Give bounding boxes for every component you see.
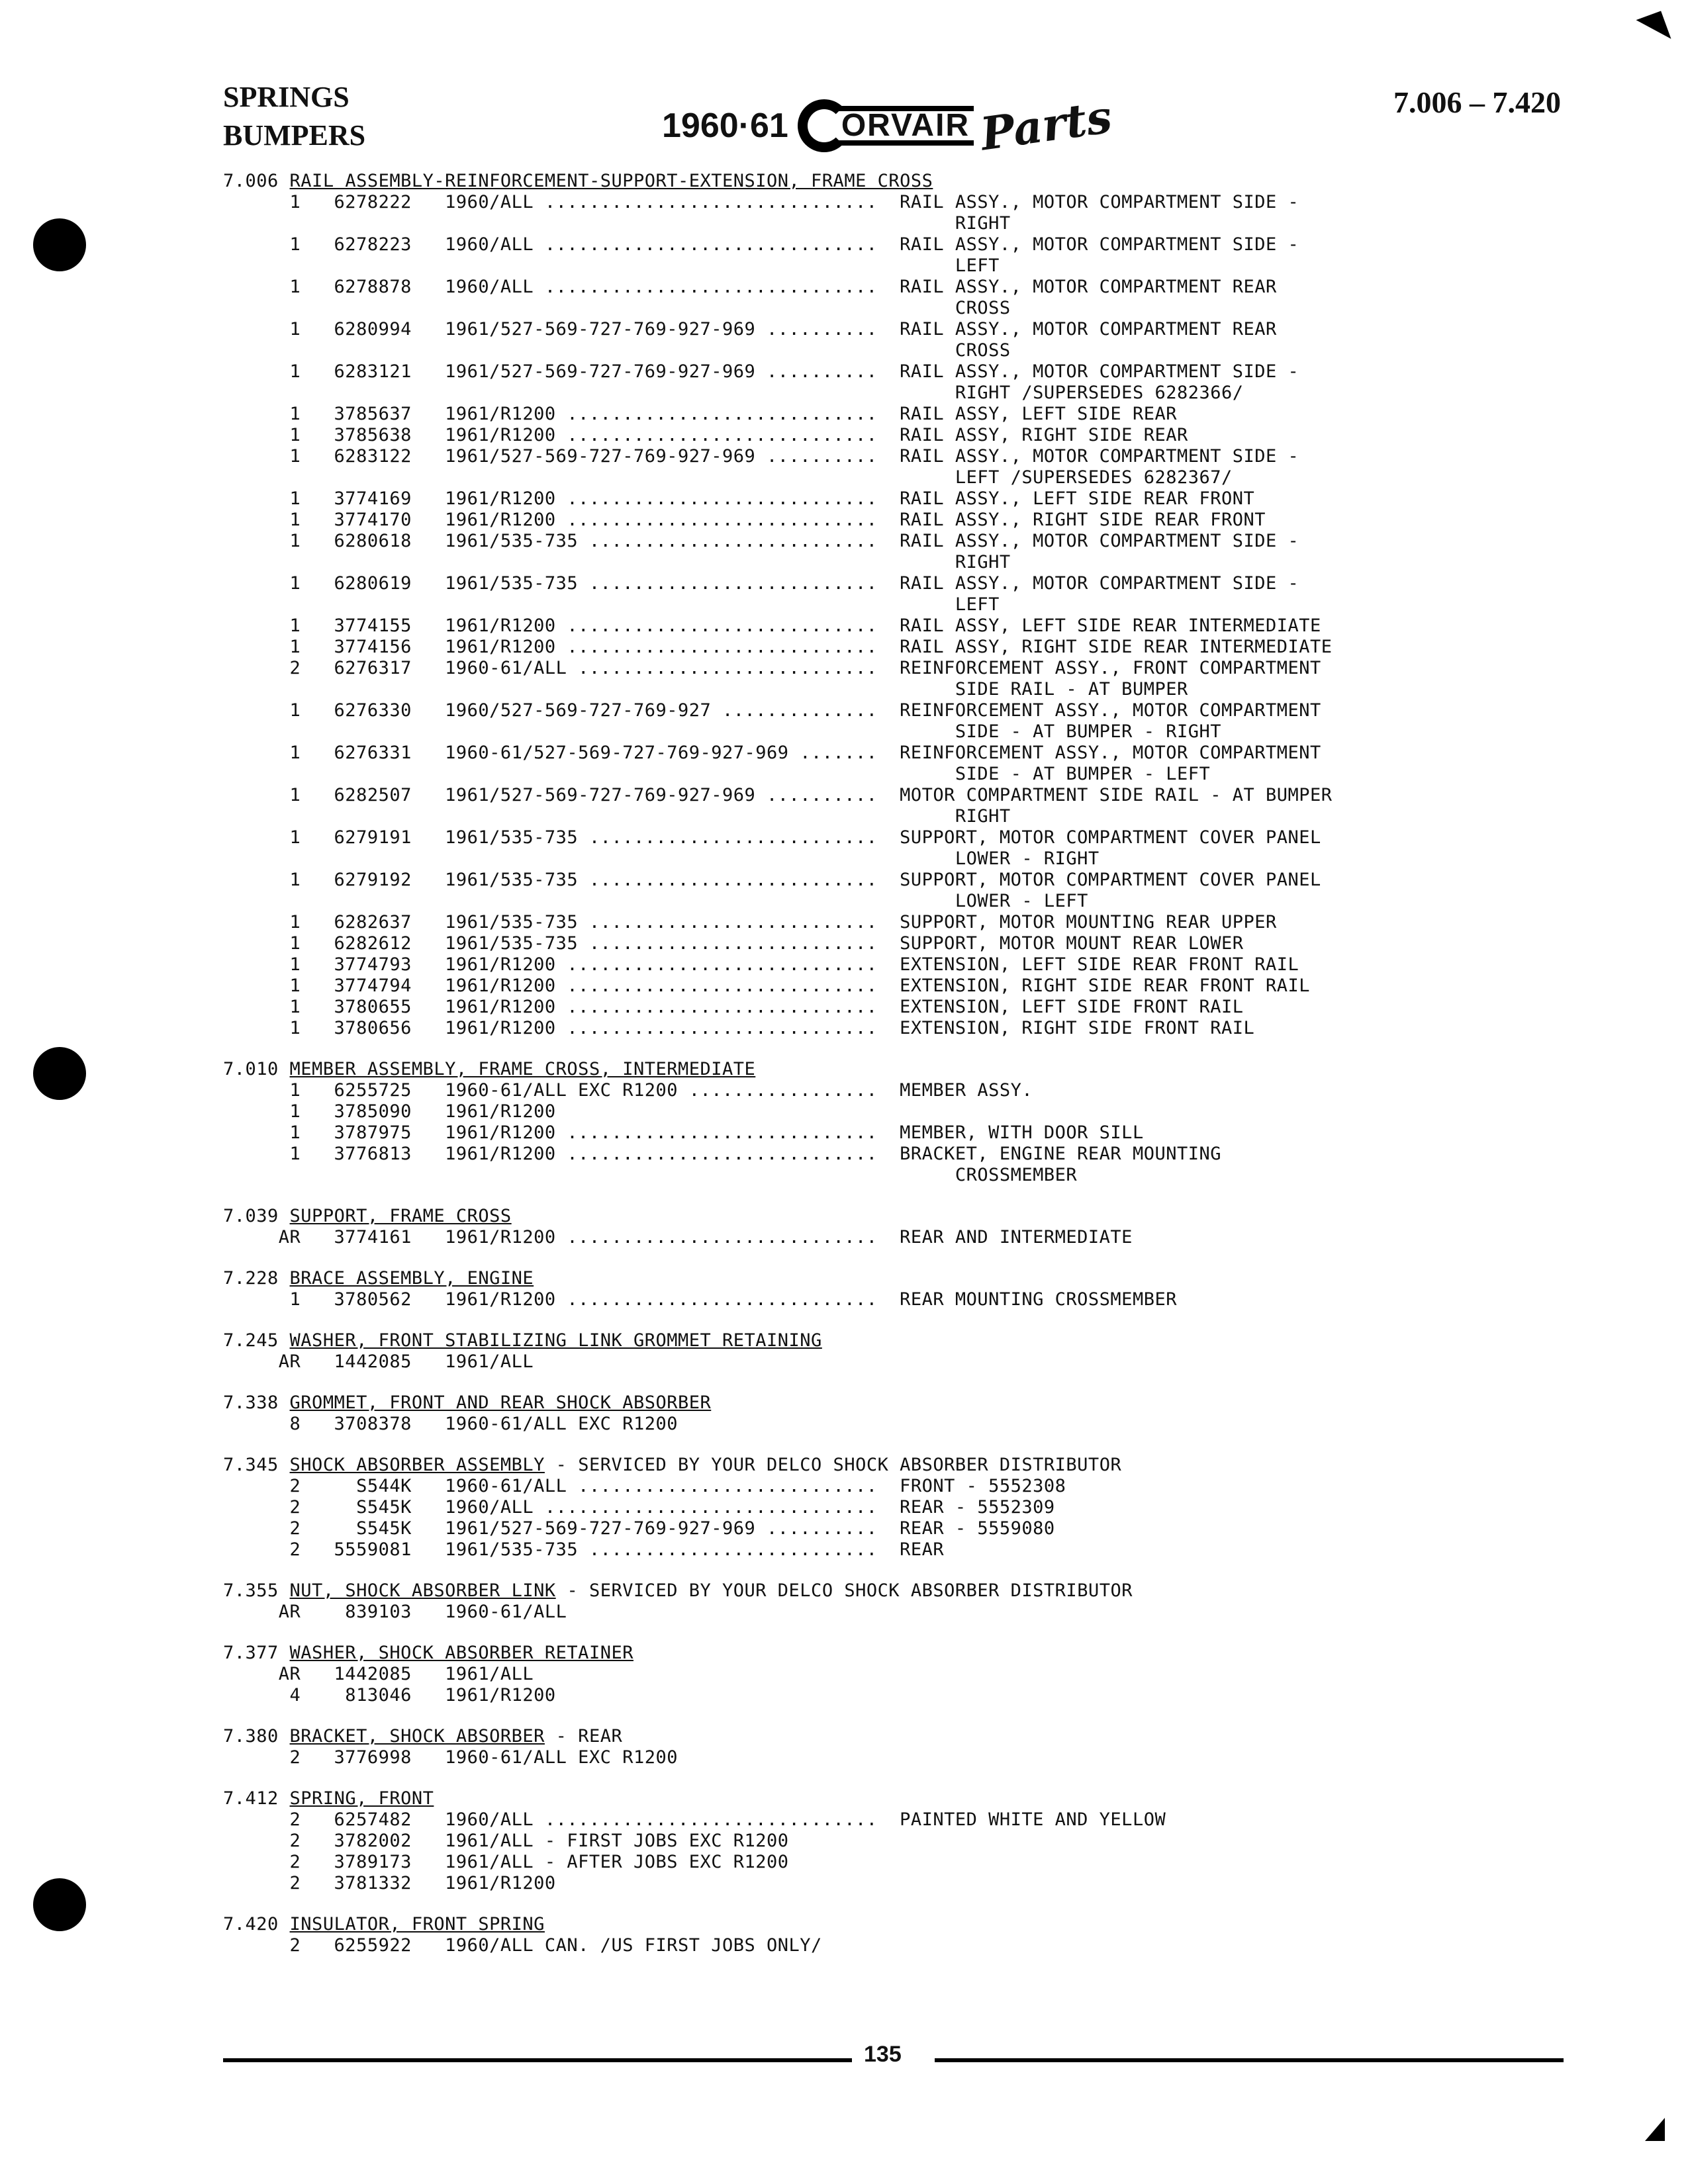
part-row: LOWER - RIGHT [223, 848, 1100, 869]
corvair-parts-logo [662, 90, 1115, 161]
part-row: 2 3789173 1961/ALL - AFTER JOBS EXC R1200 [223, 1852, 789, 1872]
group-name: MEMBER ASSEMBLY, FRAME CROSS, INTERMEDIATE [289, 1059, 756, 1079]
part-row: 1 6278223 1960/ALL .............................. RAIL ASSY., MOTOR COMPARTMENT SIDE - [223, 234, 1299, 255]
group-title [223, 1330, 1333, 1351]
group-name: RAIL ASSEMBLY-REINFORCEMENT-SUPPORT-EXTENSION, FRAME CROSS [289, 171, 933, 191]
section-gap [223, 1310, 1333, 1330]
logo-year: 1960·61 [662, 107, 788, 145]
heading-springs: SPRINGS [223, 81, 350, 113]
group-section [223, 1268, 1333, 1310]
footer-rule-right [935, 2058, 1564, 2062]
part-row: AR 1442085 1961/ALL [223, 1664, 534, 1684]
page-range: 7.006 – 7.420 [1393, 85, 1561, 119]
section-gap [223, 1248, 1333, 1268]
part-row: 1 6280994 1961/527-569-727-769-927-969 .......... RAIL ASSY., MOTOR COMPARTMENT REAR [223, 319, 1277, 340]
part-row: 1 3774793 1961/R1200 ............................ EXTENSION, LEFT SIDE REAR FRONT RAIL [223, 954, 1299, 975]
group-section [223, 1206, 1333, 1248]
section-gap [223, 1623, 1333, 1643]
section-gap [223, 1561, 1333, 1580]
group-title [223, 1643, 1333, 1664]
part-row: 1 3787975 1961/R1200 ............................ MEMBER, WITH DOOR SILL [223, 1122, 1144, 1143]
part-row: SIDE - AT BUMPER - RIGHT [223, 721, 1221, 742]
part-row: 1 3776813 1961/R1200 ............................ BRACKET, ENGINE REAR MOUNTING [223, 1144, 1221, 1164]
group-number: 7.010 [223, 1059, 290, 1079]
section-heading [223, 78, 365, 155]
part-row: AR 839103 1960-61/ALL [223, 1602, 567, 1622]
group-title [223, 1726, 1333, 1747]
part-row: 2 3781332 1961/R1200 [223, 1873, 556, 1893]
part-row: 2 S544K 1960-61/ALL ........................... FRONT - 5552308 [223, 1476, 1066, 1496]
group-number: 7.380 [223, 1726, 290, 1747]
part-row: 8 3708378 1960-61/ALL EXC R1200 [223, 1414, 678, 1434]
part-row: 1 3785637 1961/R1200 ............................ RAIL ASSY, LEFT SIDE REAR [223, 404, 1177, 424]
group-section [223, 1059, 1333, 1186]
part-row: 1 6283121 1961/527-569-727-769-927-969 .......... RAIL ASSY., MOTOR COMPARTMENT SIDE - [223, 361, 1299, 382]
part-row: 1 6279191 1961/535-735 .......................... SUPPORT, MOTOR COMPARTMENT COVER PANEL [223, 827, 1321, 848]
group-number: 7.228 [223, 1268, 290, 1289]
punch-hole-bottom [33, 1878, 86, 1931]
group-number: 7.345 [223, 1455, 290, 1475]
part-row: CROSS [223, 298, 1011, 318]
part-row: 1 3774170 1961/R1200 ............................ RAIL ASSY., RIGHT SIDE REAR FRONT [223, 510, 1266, 530]
group-note: - SERVICED BY YOUR DELCO SHOCK ABSORBER DISTRIBUTOR [555, 1580, 1133, 1601]
group-note: - SERVICED BY YOUR DELCO SHOCK ABSORBER DISTRIBUTOR [544, 1455, 1122, 1475]
part-row: 1 3774156 1961/R1200 ............................ RAIL ASSY, RIGHT SIDE REAR INTERMEDIATE [223, 637, 1333, 657]
group-section [223, 1455, 1333, 1561]
part-row: 1 6280618 1961/535-735 .......................... RAIL ASSY., MOTOR COMPARTMENT SIDE - [223, 531, 1299, 551]
part-row: 2 6257482 1960/ALL .............................. PAINTED WHITE AND YELLOW [223, 1809, 1166, 1830]
section-gap [223, 1768, 1333, 1788]
part-row: 2 3782002 1961/ALL - FIRST JOBS EXC R1200 [223, 1831, 789, 1851]
section-gap [223, 1039, 1333, 1059]
part-row: SIDE RAIL - AT BUMPER [223, 679, 1188, 700]
part-row: 1 6282612 1961/535-735 .......................... SUPPORT, MOTOR MOUNT REAR LOWER [223, 933, 1244, 954]
group-number: 7.377 [223, 1643, 290, 1663]
part-row: RIGHT [223, 806, 1011, 827]
heading-bumpers: BUMPERS [223, 119, 366, 152]
footer-rule-left [223, 2058, 852, 2062]
group-title [223, 1268, 1333, 1289]
group-title [223, 1580, 1333, 1602]
group-name: WASHER, FRONT STABILIZING LINK GROMMET RETAINING [289, 1330, 822, 1351]
part-row: 1 6279192 1961/535-735 .......................... SUPPORT, MOTOR COMPARTMENT COVER PANEL [223, 870, 1321, 890]
group-section [223, 1788, 1333, 1894]
group-title [223, 1788, 1333, 1809]
group-number: 7.420 [223, 1914, 290, 1934]
part-row: 1 3785090 1961/R1200 [223, 1101, 556, 1122]
group-name: SUPPORT, FRAME CROSS [289, 1206, 512, 1226]
section-gap [223, 1894, 1333, 1914]
corner-mark-top-right [1636, 11, 1671, 48]
group-section [223, 1330, 1333, 1373]
group-name: GROMMET, FRONT AND REAR SHOCK ABSORBER [289, 1392, 712, 1413]
group-title [223, 1392, 1333, 1414]
part-row: RIGHT [223, 552, 1011, 572]
parts-listing [223, 171, 1333, 1956]
part-row: 2 6276317 1960-61/ALL ........................... REINFORCEMENT ASSY., FRONT COMPARTMENT [223, 658, 1321, 678]
part-row: 2 S545K 1960/ALL .............................. REAR - 5552309 [223, 1497, 1055, 1518]
part-row: 1 6282637 1961/535-735 .......................... SUPPORT, MOTOR MOUNTING REAR UPPER [223, 912, 1277, 933]
part-row: 1 6276331 1960-61/527-569-727-769-927-969 ....... REINFORCEMENT ASSY., MOTOR COMPARTMENT [223, 743, 1321, 763]
part-row: RIGHT /SUPERSEDES 6282366/ [223, 383, 1244, 403]
group-section [223, 1643, 1333, 1706]
group-name: SPRING, FRONT [289, 1788, 434, 1809]
group-title [223, 1206, 1333, 1227]
part-row: 2 5559081 1961/535-735 .......................... REAR [223, 1539, 945, 1560]
group-number: 7.338 [223, 1392, 290, 1413]
part-row: LEFT /SUPERSEDES 6282367/ [223, 467, 1233, 488]
part-row: 1 3785638 1961/R1200 ............................ RAIL ASSY, RIGHT SIDE REAR [223, 425, 1188, 445]
group-name: NUT, SHOCK ABSORBER LINK [289, 1580, 556, 1601]
group-title [223, 1059, 1333, 1080]
group-name: BRACE ASSEMBLY, ENGINE [289, 1268, 534, 1289]
group-name: INSULATOR, FRONT SPRING [289, 1914, 545, 1934]
section-gap [223, 1706, 1333, 1726]
group-name: SHOCK ABSORBER ASSEMBLY [289, 1455, 545, 1475]
section-gap [223, 1373, 1333, 1392]
corner-mark-bottom-right [1645, 2118, 1665, 2141]
part-row: 2 6255922 1960/ALL CAN. /US FIRST JOBS ONLY/ [223, 1935, 822, 1956]
part-row: 1 6283122 1961/527-569-727-769-927-969 .......... RAIL ASSY., MOTOR COMPARTMENT SIDE - [223, 446, 1299, 467]
group-section [223, 1580, 1333, 1623]
part-row: 1 3780562 1961/R1200 ............................ REAR MOUNTING CROSSMEMBER [223, 1289, 1177, 1310]
group-name: BRACKET, SHOCK ABSORBER [289, 1726, 545, 1747]
part-row: CROSSMEMBER [223, 1165, 1078, 1185]
group-number: 7.006 [223, 171, 290, 191]
group-section [223, 1726, 1333, 1768]
group-number: 7.355 [223, 1580, 290, 1601]
group-number: 7.039 [223, 1206, 290, 1226]
page-number: 135 [864, 2042, 902, 2067]
part-row: CROSS [223, 340, 1011, 361]
part-row: 1 6280619 1961/535-735 .......................... RAIL ASSY., MOTOR COMPARTMENT SIDE - [223, 573, 1299, 594]
part-row: 1 6278878 1960/ALL .............................. RAIL ASSY., MOTOR COMPARTMENT REAR [223, 277, 1277, 297]
group-title [223, 171, 1333, 192]
page-footer [0, 2042, 1688, 2068]
group-name: WASHER, SHOCK ABSORBER RETAINER [289, 1643, 633, 1663]
logo-brand: ORVAIR [837, 106, 974, 146]
group-number: 7.412 [223, 1788, 290, 1809]
part-row: LEFT [223, 594, 1000, 615]
part-row: 1 3774169 1961/R1200 ............................ RAIL ASSY., LEFT SIDE REAR FRONT [223, 488, 1255, 509]
part-row: 1 3774794 1961/R1200 ............................ EXTENSION, RIGHT SIDE REAR FRONT RAIL [223, 976, 1311, 996]
section-gap [223, 1435, 1333, 1455]
section-gap [223, 1186, 1333, 1206]
punch-hole-middle [33, 1047, 86, 1100]
group-section [223, 1914, 1333, 1956]
part-row: 1 6278222 1960/ALL .............................. RAIL ASSY., MOTOR COMPARTMENT SIDE - [223, 192, 1299, 212]
logo-script: Parts [977, 90, 1115, 161]
group-number: 7.245 [223, 1330, 290, 1351]
group-section [223, 1392, 1333, 1435]
part-row: 4 813046 1961/R1200 [223, 1685, 556, 1706]
part-row: LOWER - LEFT [223, 891, 1088, 911]
part-row: 1 6255725 1960-61/ALL EXC R1200 ................. MEMBER ASSY. [223, 1080, 1033, 1101]
group-note: - REAR [544, 1726, 623, 1747]
part-row: 2 3776998 1960-61/ALL EXC R1200 [223, 1747, 678, 1768]
part-row: 1 3780655 1961/R1200 ............................ EXTENSION, LEFT SIDE FRONT RAIL [223, 997, 1244, 1017]
part-row: 1 6282507 1961/527-569-727-769-927-969 .......... MOTOR COMPARTMENT SIDE RAIL - AT BUMPER [223, 785, 1333, 805]
part-row: 1 6276330 1960/527-569-727-769-927 .............. REINFORCEMENT ASSY., MOTOR COMPARTMENT [223, 700, 1321, 721]
part-row: SIDE - AT BUMPER - LEFT [223, 764, 1211, 784]
part-row: AR 1442085 1961/ALL [223, 1351, 534, 1372]
group-title [223, 1455, 1333, 1476]
part-row: AR 3774161 1961/R1200 ............................ REAR AND INTERMEDIATE [223, 1227, 1133, 1248]
part-row: LEFT [223, 255, 1000, 276]
group-title [223, 1914, 1333, 1935]
part-row: 1 3774155 1961/R1200 ............................ RAIL ASSY, LEFT SIDE REAR INTERMEDIATE [223, 615, 1321, 636]
part-row: 1 3780656 1961/R1200 ............................ EXTENSION, RIGHT SIDE FRONT RAIL [223, 1018, 1255, 1038]
punch-hole-top [33, 218, 86, 271]
part-row: RIGHT [223, 213, 1011, 234]
part-row: 2 S545K 1961/527-569-727-769-927-969 .......... REAR - 5559080 [223, 1518, 1055, 1539]
group-section [223, 171, 1333, 1039]
